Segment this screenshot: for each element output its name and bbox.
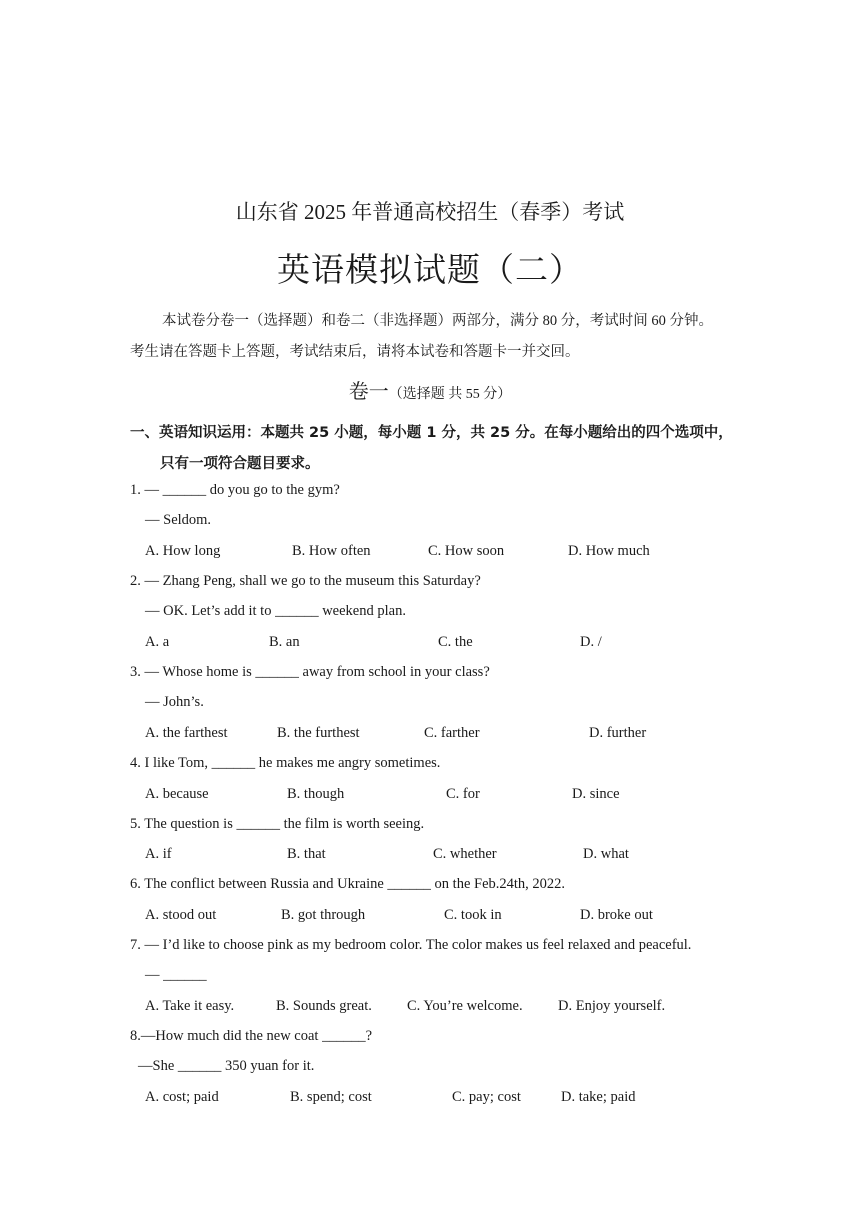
question-5-option-d: D. what xyxy=(583,846,629,862)
question-5-stem: 5. The question is ______ the film is worth seeing. xyxy=(130,816,425,832)
question-7-stem: 7. — I’d like to choose pink as my bedroom color. The color makes us feel relaxed and peaceful. xyxy=(130,937,692,953)
exam-title: 英语模拟试题（二） xyxy=(277,250,583,289)
question-1-stem: 1. — ______ do you go to the gym? xyxy=(130,482,340,498)
question-7-option-d: D. Enjoy yourself. xyxy=(558,998,666,1014)
part-heading-line-2: 只有一项符合题目要求。 xyxy=(160,456,320,472)
question-8-reply: —She ______ 350 yuan for it. xyxy=(138,1058,315,1074)
question-4-option-c: C. for xyxy=(446,786,480,802)
question-4-option-d: D. since xyxy=(572,786,620,802)
part-heading-line-1: 一、英语知识运用：本题共 25 小题，每小题 1 分，共 25 分。在每小题给出的四个选项中， xyxy=(130,425,733,441)
question-8-option-d: D. take; paid xyxy=(561,1089,636,1105)
question-2-option-a: A. a xyxy=(145,634,170,650)
intro-line-2: 考生请在答题卡上答题，考试结束后，请将本试卷和答题卡一并交回。 xyxy=(130,344,580,360)
question-3-reply: — John’s. xyxy=(145,694,204,710)
question-6-option-d: D. broke out xyxy=(580,907,653,923)
question-1-option-b: B. How often xyxy=(292,543,371,559)
question-6-stem: 6. The conflict between Russia and Ukraine ______ on the Feb.24th, 2022. xyxy=(130,876,566,892)
question-6-option-a: A. stood out xyxy=(145,907,217,923)
intro-line-1: 本试卷分卷一（选择题）和卷二（非选择题）两部分，满分 80 分，考试时间 60 分钟。 xyxy=(162,313,713,329)
question-1-reply: — Seldom. xyxy=(145,512,212,528)
question-2-option-d: D. / xyxy=(580,634,602,650)
question-7-option-c: C. You’re welcome. xyxy=(407,998,523,1014)
question-7-reply: — ______ xyxy=(145,967,207,983)
question-2-option-b: B. an xyxy=(269,634,300,650)
question-3-option-c: C. farther xyxy=(424,725,480,741)
question-7-option-b: B. Sounds great. xyxy=(276,998,372,1014)
question-1-option-d: D. How much xyxy=(568,543,650,559)
question-5-option-a: A. if xyxy=(145,846,172,862)
question-3-option-d: D. further xyxy=(589,725,647,741)
question-1-option-a: A. How long xyxy=(145,543,221,559)
question-1-option-c: C. How soon xyxy=(428,543,505,559)
question-4-option-a: A. because xyxy=(145,786,209,802)
question-2-reply: — OK. Let’s add it to ______ weekend plan. xyxy=(145,603,406,619)
section-name: 卷一 xyxy=(348,379,389,403)
question-2-stem: 2. — Zhang Peng, shall we go to the museum this Saturday? xyxy=(130,573,481,589)
question-4-option-b: B. though xyxy=(287,786,345,802)
question-6-option-b: B. got through xyxy=(281,907,366,923)
question-5-option-b: B. that xyxy=(287,846,326,862)
question-3-option-b: B. the furthest xyxy=(277,725,360,741)
question-8-option-a: A. cost; paid xyxy=(145,1089,219,1105)
section-note: （选择题 共 55 分） xyxy=(388,387,512,402)
question-8-option-b: B. spend; cost xyxy=(290,1089,372,1105)
section-heading xyxy=(0,375,860,404)
question-6-option-c: C. took in xyxy=(444,907,502,923)
question-4-stem: 4. I like Tom, ______ he makes me angry sometimes. xyxy=(130,755,441,771)
exam-subtitle: 山东省 2025 年普通高校招生（春季）考试 xyxy=(235,200,625,224)
question-3-stem: 3. — Whose home is ______ away from school in your class? xyxy=(130,664,490,680)
question-2-option-c: C. the xyxy=(438,634,473,650)
question-8-stem: 8.—How much did the new coat ______? xyxy=(130,1028,373,1044)
question-5-option-c: C. whether xyxy=(433,846,497,862)
question-3-option-a: A. the farthest xyxy=(145,725,228,741)
question-7-option-a: A. Take it easy. xyxy=(145,998,235,1014)
question-8-option-c: C. pay; cost xyxy=(452,1089,521,1105)
